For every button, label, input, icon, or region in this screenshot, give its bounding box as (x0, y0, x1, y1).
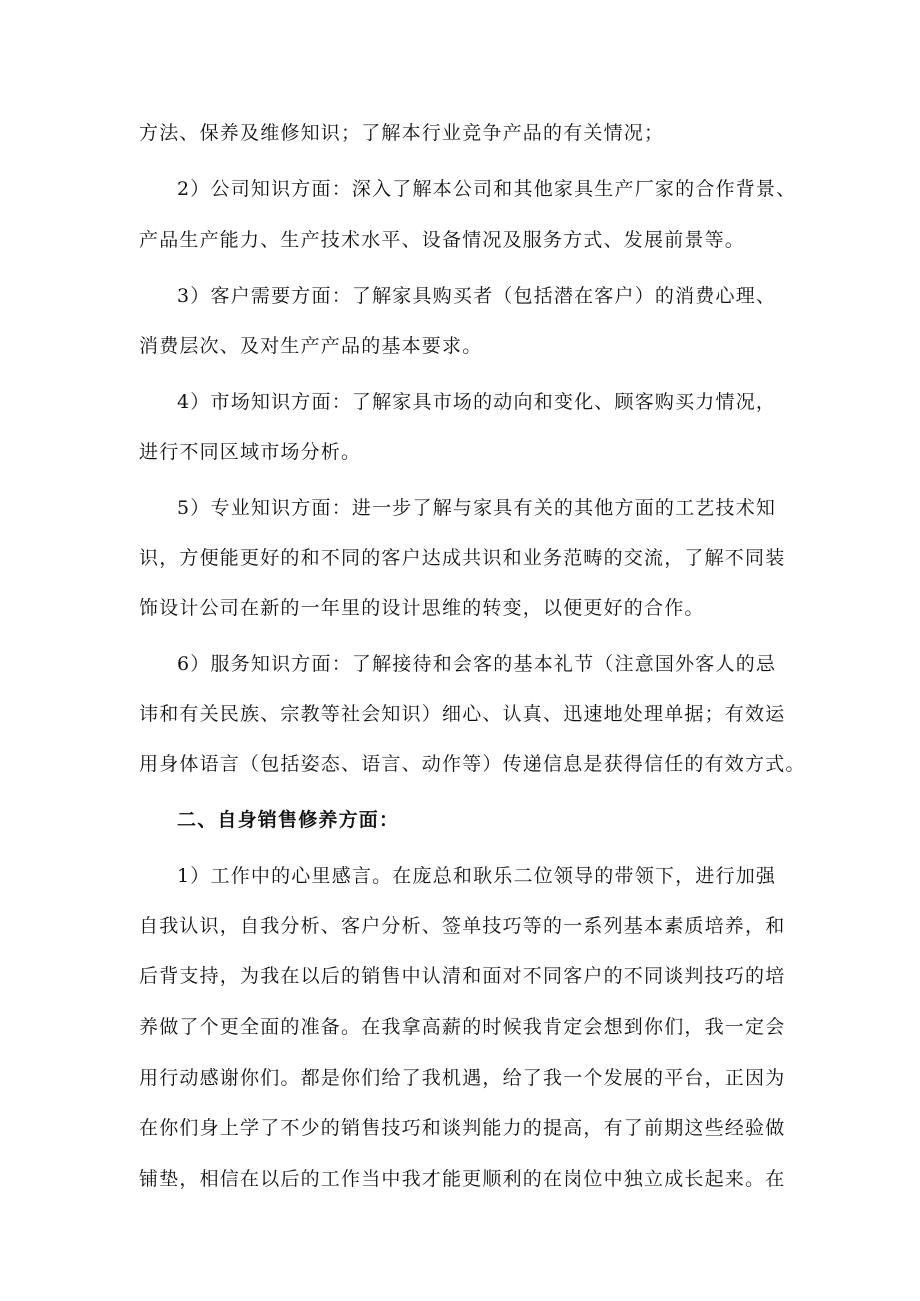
text-line: 养做了个更全面的准备。在我拿高薪的时候我肯定会想到你们，我一定会 (139, 1016, 786, 1038)
text-line: 用行动感谢你们。都是你们给了我机遇，给了我一个发展的平台，正因为 (139, 1067, 786, 1089)
text-line: 饰设计公司在新的一年里的设计思维的转变，以便更好的合作。 (139, 597, 705, 619)
text-line: 产品生产能力、生产技术水平、设备情况及服务方式、发展前景等。 (139, 229, 746, 251)
section-heading: 二、自身销售修养方面： (177, 809, 400, 831)
text-line: 自我认识，自我分析、客户分析、签单技巧等的一系列基本素质培养，和 (139, 915, 786, 937)
text-line: 方法、保养及维修知识；了解本行业竞争产品的有关情况； (139, 122, 665, 144)
text-line: 在你们身上学了不少的销售技巧和谈判能力的提高，有了前期这些经验做 (139, 1117, 786, 1139)
text-line: 3）客户需要方面：了解家具购买者（包括潜在客户）的消费心理、 (177, 285, 777, 307)
text-line: 2）公司知识方面：深入了解本公司和其他家具生产厂家的合作背景、 (177, 178, 797, 200)
text-line: 铺垫，相信在以后的工作当中我才能更顺利的在岗位中独立成长起来。在 (139, 1168, 786, 1190)
text-line: 消费层次、及对生产产品的基本要求。 (139, 335, 483, 357)
text-line: 5）专业知识方面：进一步了解与家具有关的其他方面的工艺技术知 (177, 497, 777, 519)
text-line: 识，方便能更好的和不同的客户达成共识和业务范畴的交流，了解不同装 (139, 547, 786, 569)
text-line: 后背支持，为我在以后的销售中认清和面对不同客户的不同谈判技巧的培 (139, 965, 786, 987)
text-line: 讳和有关民族、宗教等社会知识）细心、认真、迅速地处理单据；有效运 (139, 703, 786, 725)
text-line: 进行不同区域市场分析。 (139, 441, 362, 463)
text-line: 1）工作中的心里感言。在庞总和耿乐二位领导的带领下，进行加强 (177, 865, 777, 887)
text-line: 6）服务知识方面：了解接待和会客的基本礼节（注意国外客人的忌 (177, 653, 777, 675)
text-line: 4）市场知识方面：了解家具市场的动向和变化、顾客购买力情况， (177, 391, 777, 413)
text-line: 用身体语言（包括姿态、语言、动作等）传递信息是获得信任的有效方式。 (139, 753, 806, 775)
